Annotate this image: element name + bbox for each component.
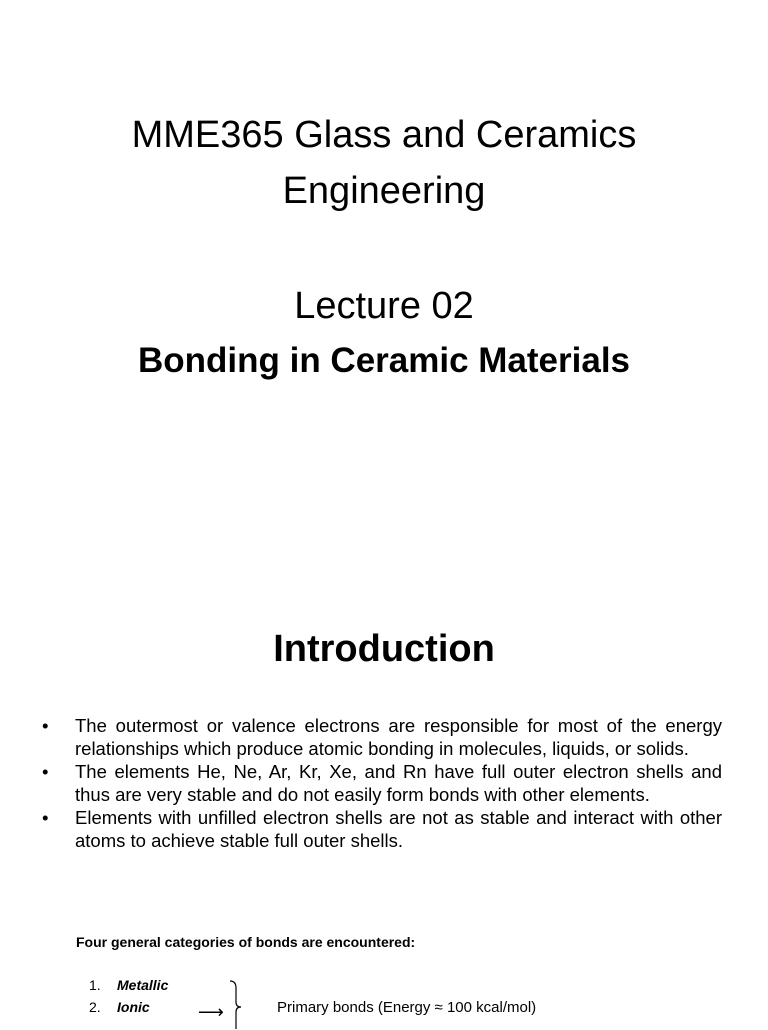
bullet-text: Elements with unfilled electron shells are not as stable and interact with other atoms to achieve stable full outer shells. <box>75 807 722 851</box>
bullet-dot: • <box>42 715 49 736</box>
bullet-dot: • <box>42 761 49 782</box>
introduction-heading: Introduction <box>273 628 495 670</box>
right-arrow-icon: ⟶ <box>198 1002 224 1022</box>
bullet-item <box>42 761 722 806</box>
lecture-number: Lecture 02 <box>294 285 474 327</box>
bullet-list <box>42 715 722 853</box>
lecture-title: Bonding in Ceramic Materials <box>137 341 631 380</box>
bond-category-number: 1. <box>89 977 101 993</box>
bullet-item <box>42 807 722 852</box>
right-brace-icon <box>228 980 242 1030</box>
bullet-text: The outermost or valence electrons are responsible for most of the energy relationships which produce atomic bonding in molecules, liquids, or solids. <box>75 715 722 759</box>
bullet-text: The elements He, Ne, Ar, Kr, Xe, and Rn have full outer electron shells and thus are very stable and do not easily form bonds with other elements. <box>75 761 722 805</box>
bond-category-item <box>89 977 168 993</box>
bullet-dot: • <box>42 807 49 828</box>
course-title-line1: MME365 Glass and Ceramics <box>131 114 637 156</box>
primary-bonds-label: Primary bonds (Energy ≈ 100 kcal/mol) <box>277 999 537 1016</box>
bond-category-number: 2. <box>89 999 101 1015</box>
introduction-slide <box>0 600 768 1024</box>
bond-category-name: Metallic <box>117 977 169 993</box>
bullet-item <box>42 715 722 760</box>
course-title-line2: Engineering <box>282 170 486 212</box>
bond-categories-intro: Four general categories of bonds are encountered: <box>76 934 416 950</box>
bond-category-name: Ionic <box>117 999 150 1015</box>
bond-category-item <box>89 999 150 1015</box>
